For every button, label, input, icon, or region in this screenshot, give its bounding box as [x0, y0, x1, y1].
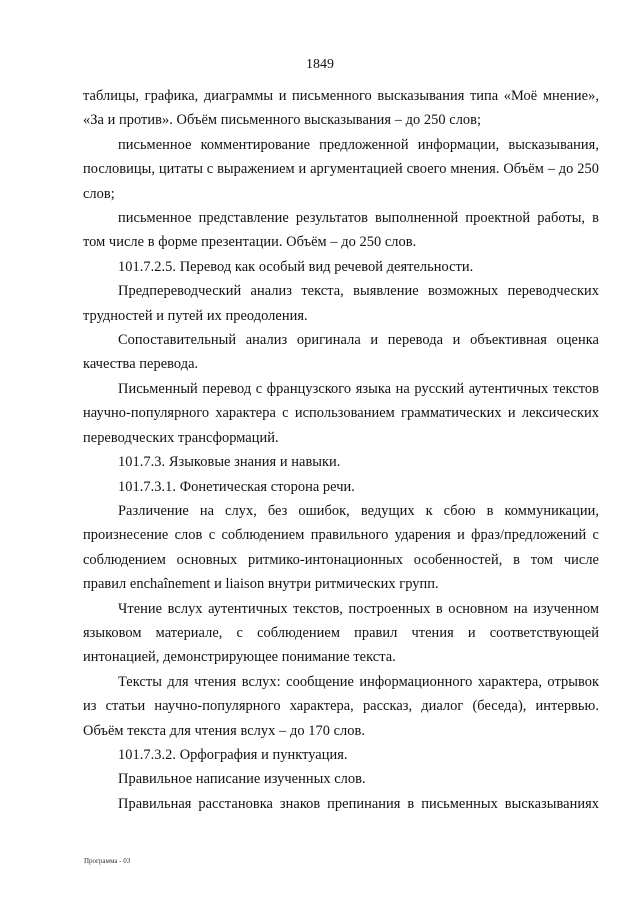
- paragraph: Письменный перевод с французского языка на русский аутентичных текстов научно-популярного характера с использованием грамматических и лексических переводческих трансформаций.: [83, 380, 599, 446]
- paragraph: Правильное написание изученных слов.: [118, 771, 366, 788]
- paragraph: Правильная расстановка знаков препинания в письменных высказываниях: [118, 795, 599, 812]
- section-heading: 101.7.3.1. Фонетическая сторона речи.: [118, 478, 355, 495]
- paragraph: письменное представление результатов выполненной проектной работы, в том числе в форме презентации. Объём – до 250 слов.: [83, 210, 599, 251]
- footer-note: Программа - 03: [84, 857, 131, 865]
- paragraph: Чтение вслух аутентичных текстов, построенных в основном на изученном языковом материале, с соблюдением правил чтения и соответствующей интонацией, демонстрирующее понимание текста.: [83, 600, 599, 666]
- paragraph: таблицы, графика, диаграммы и письменного высказывания типа «Моё мнение», «За и против». Объём письменного высказывания – до 250 слов;: [83, 88, 599, 129]
- section-heading: 101.7.2.5. Перевод как особый вид речевой деятельности.: [118, 258, 474, 275]
- paragraph: Предпереводческий анализ текста, выявление возможных переводческих трудностей и путей их преодоления.: [83, 283, 599, 324]
- paragraph: Тексты для чтения вслух: сообщение информационного характера, отрывок из статьи научно-популярного характера, рассказ, диалог (беседа), интервью. Объём текста для чтения вслух – до 170 слов.: [83, 673, 599, 739]
- paragraph: Сопоставительный анализ оригинала и перевода и объективная оценка качества перевода.: [83, 332, 599, 373]
- page-number: 1849: [306, 57, 334, 72]
- body-text: [83, 84, 599, 816]
- paragraph: письменное комментирование предложенной информации, высказывания, пословицы, цитаты с выражением и аргументацией своего мнения. Объём – до 250 слов;: [83, 136, 599, 202]
- paragraph: Различение на слух, без ошибок, ведущих к сбою в коммуникации, произнесение слов с соблюдением правильного ударения и фраз/предложений с соблюдением основных ритмико-интонационных особенностей, в том числе правил enchaînement и liaison внутри ритмических групп.: [83, 502, 599, 593]
- section-heading: 101.7.3. Языковые знания и навыки.: [118, 454, 341, 471]
- section-heading: 101.7.3.2. Орфография и пунктуация.: [118, 746, 348, 763]
